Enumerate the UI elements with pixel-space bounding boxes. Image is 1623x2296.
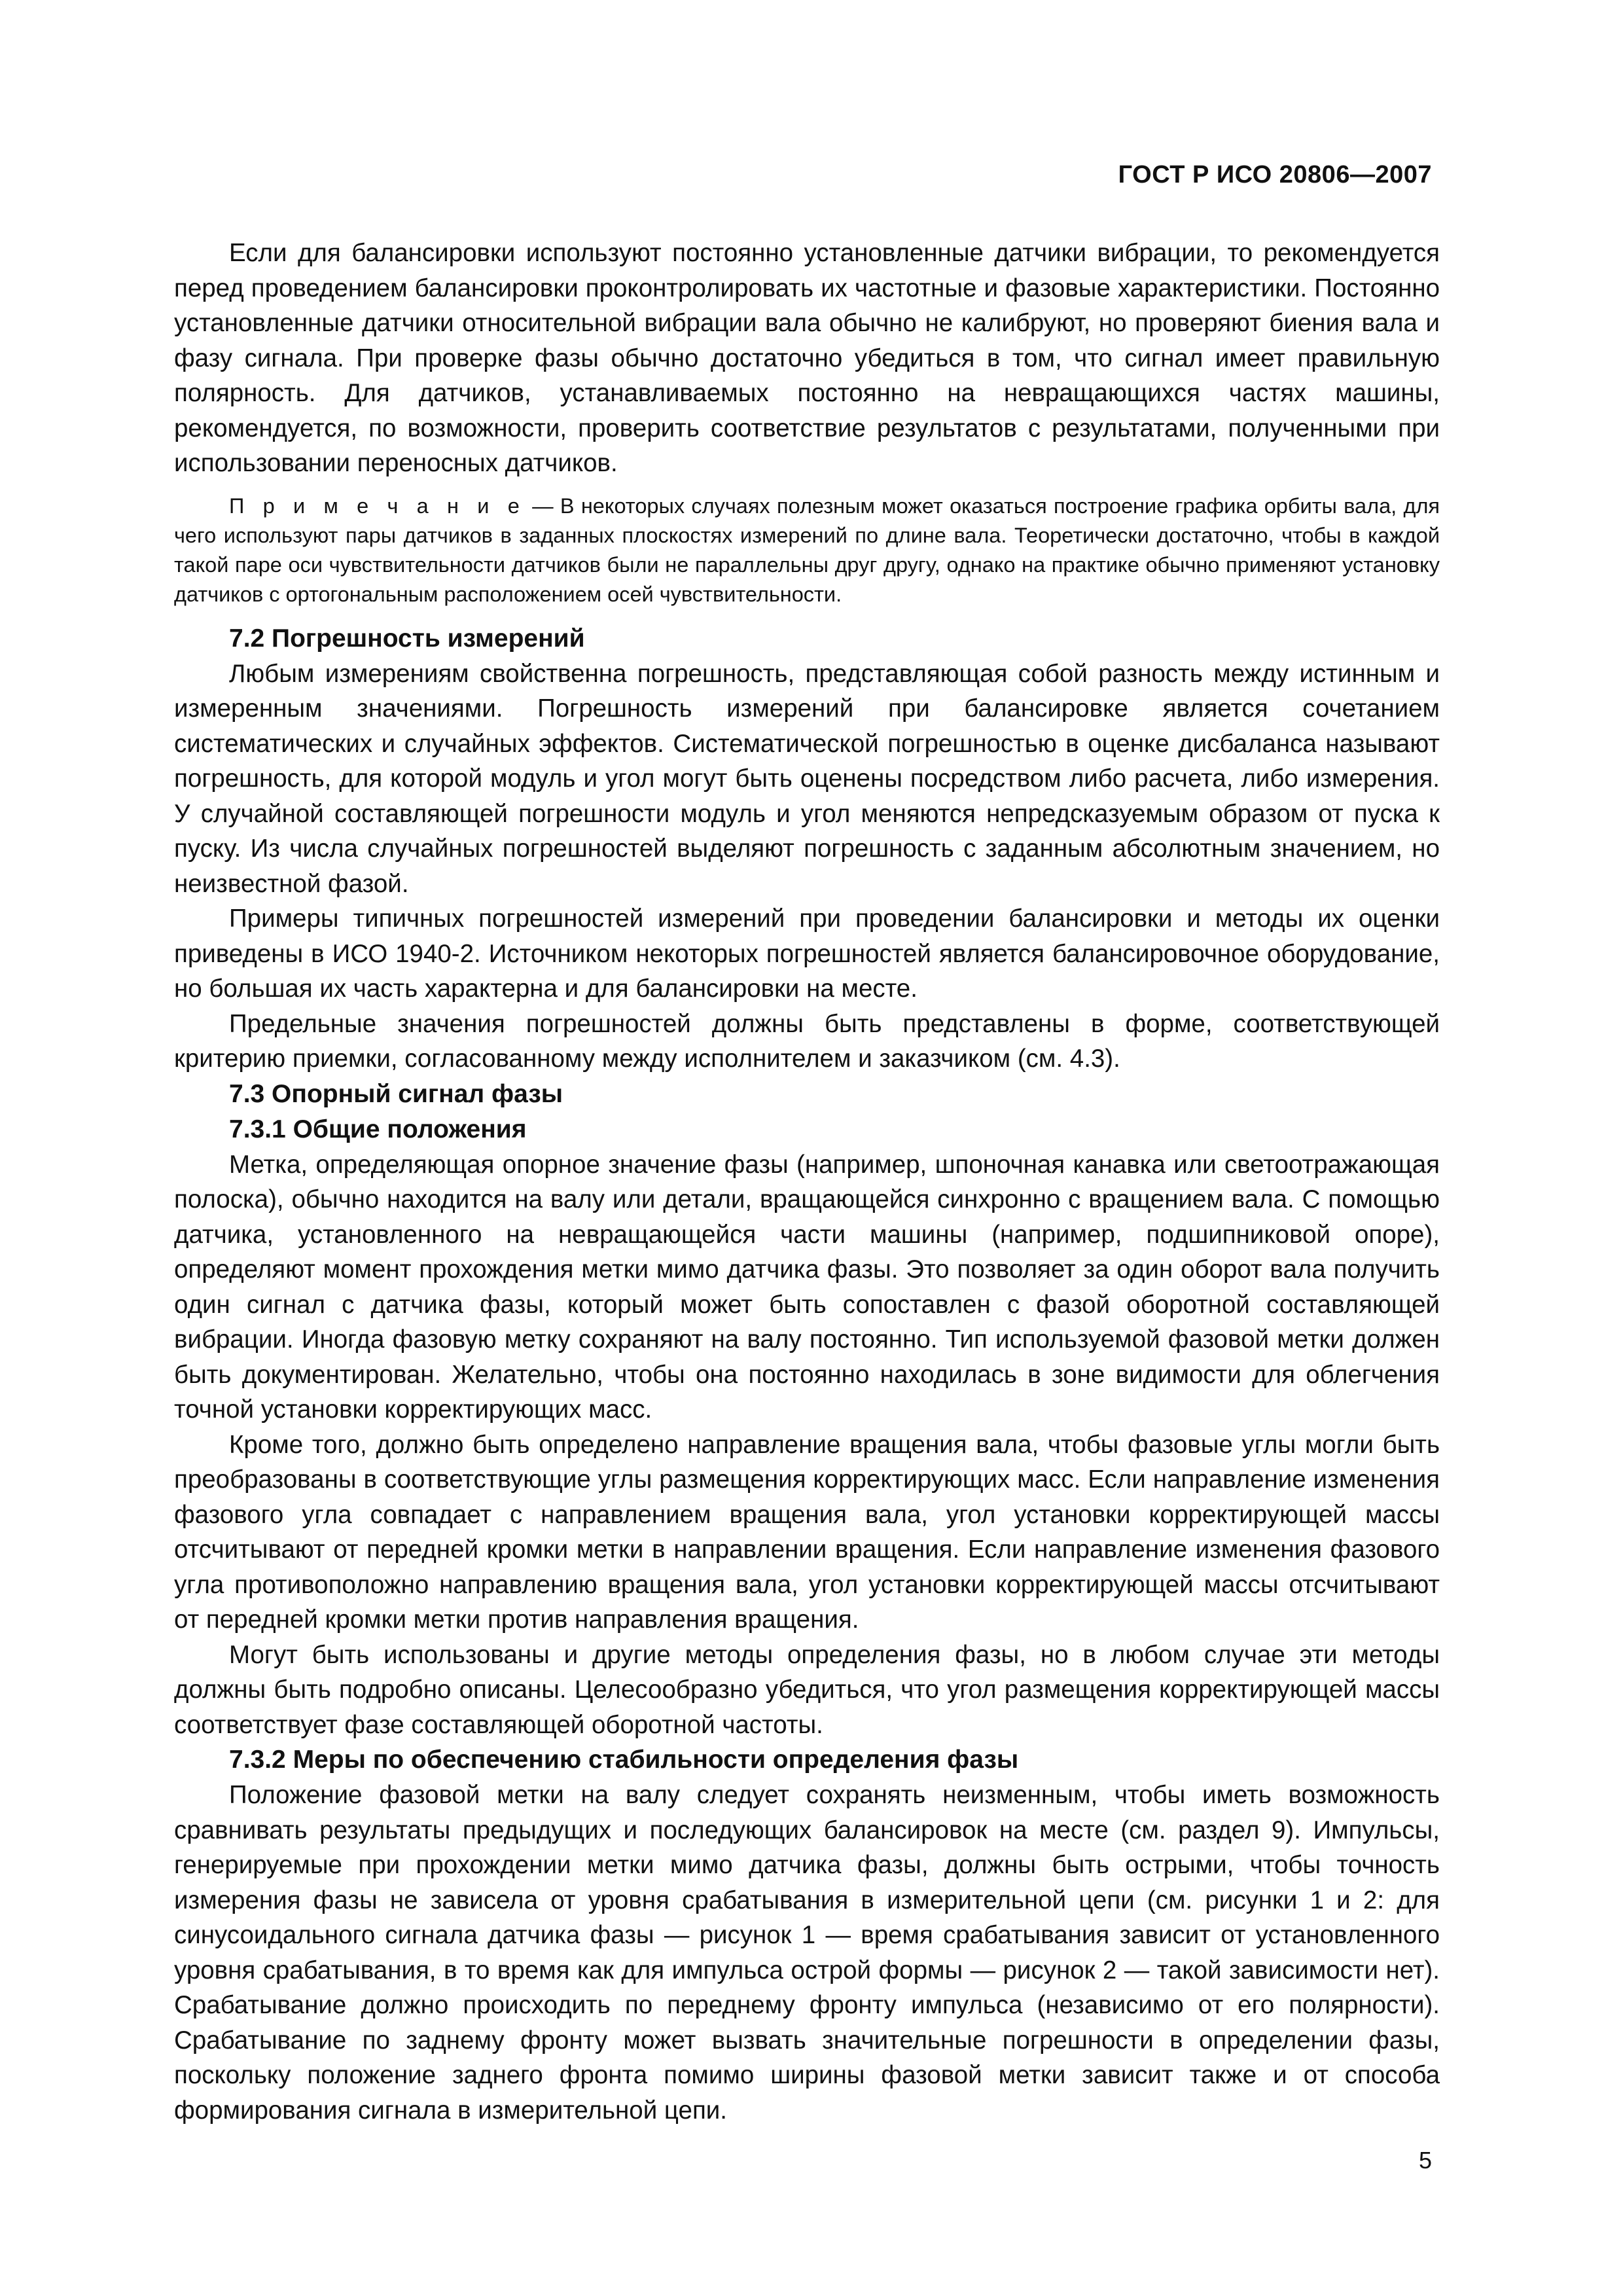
heading-7-3-2: 7.3.2 Меры по обеспечению стабильности определения фазы — [229, 1746, 1019, 1774]
heading-7-2: 7.2 Погрешность измерений — [229, 624, 585, 653]
document-id-header: ГОСТ Р ИСО 20806—2007 — [1118, 161, 1432, 188]
paragraph-7-3-2-1: Положение фазовой метки на валу следует сохранять неизменным, чтобы иметь возможность сравнивать результаты предыдущих и последующих балансировок на месте (см. раздел 9). Импульсы, генерируемые при прохождении метки мимо датчика фазы, должны быть острыми, чтобы точность измерения фазы не зависела от уровня срабатывания в измерительной цепи (см. рисунки 1 и 2: для синусоидального сигнала датчика фазы — рисунок 1 — время срабатывания зависит от установленного уровня срабатывания, в то время как для импульса острой формы — рисунок 2 — такой зависимости нет). Срабатывание должно происходить по переднему фронту импульса (независимо от его полярности). Срабатывание по заднему фронту может вызвать значительные погрешности в определении фазы, поскольку положение заднего фронта помимо ширины фазовой метки зависит также и от способа формирования сигнала в измерительной цепи. — [174, 1781, 1440, 2125]
intro-paragraph: Если для балансировки используют постоянно установленные датчики вибрации, то рекомендуется перед проведением балансировки проконтролировать их частотные и фазовые характеристики. Постоянно установленные датчики относительной вибрации вала обычно не калибруют, но проверяют биения вала и фазу сигнала. При проверке фазы обычно достаточно убедиться в том, что сигнал имеет правильную полярность. Для датчиков, устанавливаемых постоянно на невращающихся частях машины, рекомендуется, по возможности, проверить соответствие результатов с результатами, полученными при использовании переносных датчиков. — [174, 239, 1440, 477]
page-content — [174, 236, 1440, 2128]
note-text: — В некоторых случаях полезным может оказаться построение графика орбиты вала, для чего используют пары датчиков в заданных плоскостях измерений по длине вала. Теоретически достаточно, чтобы в каждой такой паре оси чувствительности датчиков были не параллельны друг другу, однако на практике обычно применяют установку датчиков с ортогональным расположением осей чувствительности. — [174, 493, 1440, 606]
paragraph-7-3-1-3: Могут быть использованы и другие методы определения фазы, но в любом случае эти методы должны быть подробно описаны. Целесообразно убедиться, что угол размещения корректирующей массы соответствует фазе составляющей оборотной частоты. — [174, 1640, 1440, 1739]
paragraph-7-2-3: Предельные значения погрешностей должны быть представлены в форме, соответствующей критерию приемки, согласованному между исполнителем и заказчиком (см. 4.3). — [174, 1009, 1440, 1073]
heading-7-3: 7.3 Опорный сигнал фазы — [229, 1079, 563, 1108]
page-number: 5 — [1418, 2147, 1432, 2174]
note-block — [174, 492, 1440, 609]
paragraph-7-2-1: Любым измерениям свойственна погрешность, представляющая собой разность между истинным и измеренным значениями. Погрешность измерений при балансировке является сочетанием систематических и случайных эффектов. Систематической погрешностью в оценке дисбаланса называют погрешность, для которой модуль и угол могут быть оценены посредством либо расчета, либо измерения. У случайной составляющей погрешности модуль и угол меняются непредсказуемым образом от пуска к пуску. Из числа случайных погрешностей выделяют погрешность с заданным абсолютным значением, но неизвестной фазой. — [174, 659, 1440, 898]
paragraph-7-3-1-1: Метка, определяющая опорное значение фазы (например, шпоночная канавка или светоотражающая полоска), обычно находится на валу или детали, вращающейся синхронно с вращением вала. С помощью датчика, установленного на невращающейся части машины (например, подшипниковой опоре), определяют момент прохождения метки мимо датчика фазы. Это позволяет за один оборот вала получить один сигнал с датчика фазы, который может быть сопоставлен с фазой оборотной составляющей вибрации. Иногда фазовую метку сохраняют на валу постоянно. Тип используемой фазовой метки должен быть документирован. Желательно, чтобы она постоянно находилась в зоне видимости для облегчения точной установки корректирующих масс. — [174, 1150, 1440, 1424]
note-label: П р и м е ч а н и е — [229, 493, 526, 518]
heading-7-3-1: 7.3.1 Общие положения — [229, 1115, 527, 1143]
paragraph-7-3-1-2: Кроме того, должно быть определено направление вращения вала, чтобы фазовые углы могли быть преобразованы в соответствующие углы размещения корректирующих масс. Если направление изменения фазового угла совпадает с направлением вращения вала, угол установки корректирующей массы отсчитывают от передней кромки метки в направлении вращения. Если направление изменения фазового угла противоположно направлению вращения вала, угол установки корректирующей массы отсчитывают от передней кромки метки против направления вращения. — [174, 1430, 1440, 1634]
paragraph-7-2-2: Примеры типичных погрешностей измерений при проведении балансировки и методы их оценки приведены в ИСО 1940-2. Источником некоторых погрешностей является балансировочное оборудование, но большая их часть характерна и для балансировки на месте. — [174, 905, 1440, 1003]
